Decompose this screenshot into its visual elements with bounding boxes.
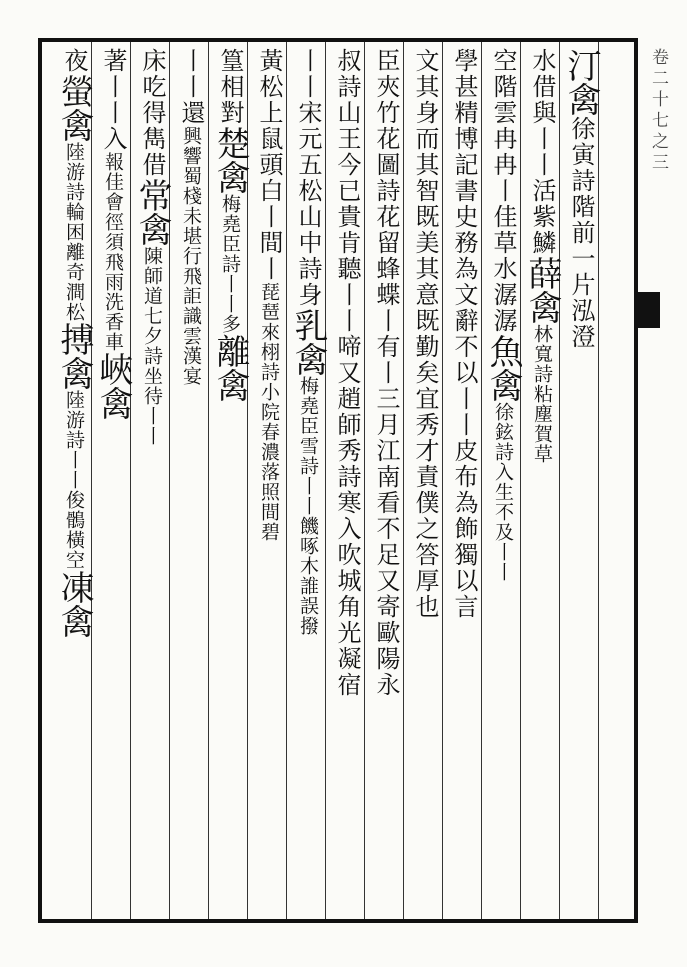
text-column-5 <box>410 48 440 620</box>
text-column-4 <box>449 48 479 620</box>
entry-text: 水借與丨丨活紫鱗 <box>528 48 556 256</box>
text-column-3 <box>483 48 523 582</box>
column-divider <box>91 42 92 919</box>
entry-text: 徐鉉詩入生不及丨丨 <box>492 402 514 582</box>
text-column-14 <box>54 48 94 638</box>
entry-text: 篁相對 <box>216 48 244 126</box>
entry-heading: 螢禽 <box>54 74 94 142</box>
entry-heading: 常禽 <box>132 178 172 246</box>
entry-text: 陳師道七夕詩坐待丨丨 <box>141 246 163 446</box>
entry-text: 琵琶來栩詩小院春濃落照間碧 <box>258 282 280 542</box>
text-column-1 <box>561 48 601 350</box>
entry-text: 叔詩山王今已貴肯聽丨丨啼又趙師秀詩寒入吹城角光凝宿 <box>333 48 361 698</box>
text-column-7 <box>332 48 362 698</box>
entry-text: 黃松上鼠頭白丨間丨 <box>255 48 283 282</box>
entry-text: 臣夾竹花圖詩花留蜂蝶丨有丨三月江南看不足又寄歐陽永 <box>372 48 400 698</box>
margin-banner: 卷二十七之三 <box>648 48 668 174</box>
entry-text: 林寬詩粘塵賀草 <box>531 324 553 464</box>
text-column-12 <box>132 48 172 446</box>
column-divider <box>325 42 326 919</box>
entry-text: 空階雲冉冉丨佳草水潺潺 <box>489 48 517 334</box>
column-divider <box>403 42 404 919</box>
entry-text: 丨丨還 <box>177 48 205 126</box>
text-column-6 <box>371 48 401 698</box>
column-divider <box>520 42 521 919</box>
column-divider <box>364 42 365 919</box>
column-divider <box>286 42 287 919</box>
entry-text: 興響蜀棧未堪行 <box>180 126 202 266</box>
column-divider <box>598 42 599 919</box>
entry-text: 著丨丨入 <box>99 48 127 152</box>
text-column-2 <box>522 48 562 464</box>
entry-heading: 離禽 <box>210 334 250 402</box>
entry-heading: 乳禽 <box>288 308 328 376</box>
entry-text: 報佳會徑須飛雨洗香車 <box>102 152 124 352</box>
entry-text: 梅堯臣雪詩丨丨饑啄木誰誤撥 <box>297 376 319 636</box>
text-column-10 <box>210 48 250 402</box>
entry-heading: 薛禽 <box>522 256 562 324</box>
column-divider <box>481 42 482 919</box>
text-column-8 <box>288 48 328 636</box>
text-column-13 <box>93 48 133 420</box>
column-divider <box>169 42 170 919</box>
entry-heading: 魚禽 <box>483 334 523 402</box>
entry-text: 陸游詩輪困離奇澗松 <box>63 142 85 322</box>
entry-text: 學甚精博記書史務為文辭不以丨丨皮布為飾獨以言 <box>450 48 478 620</box>
entry-heading: 汀禽 <box>561 48 601 116</box>
entry-heading: 楚禽 <box>210 126 250 194</box>
entry-text: 丨丨宋元五松山中詩身 <box>294 48 322 308</box>
entry-text: 徐寅詩階前一片泓澄 <box>567 116 595 350</box>
text-column-9 <box>254 48 284 542</box>
entry-text: 陸游詩丨丨俊鶻橫空 <box>63 390 85 570</box>
column-divider <box>208 42 209 919</box>
column-divider <box>559 42 560 919</box>
entry-heading: 凍禽 <box>54 570 94 638</box>
text-column-11 <box>176 48 206 386</box>
column-divider <box>442 42 443 919</box>
entry-text: 飛詎識雲漢宴 <box>180 266 202 386</box>
entry-text: 文其身而其智既美其意既勤矣宜秀才責僕之答厚也 <box>411 48 439 620</box>
fold-mark <box>636 292 660 328</box>
entry-heading: 峽禽 <box>93 352 133 420</box>
entry-text: 梅堯臣詩丨丨多 <box>219 194 241 334</box>
entry-text: 夜 <box>60 48 88 74</box>
entry-heading: 搏禽 <box>54 322 94 390</box>
column-divider <box>130 42 131 919</box>
entry-text: 床吃得雋借 <box>138 48 166 178</box>
